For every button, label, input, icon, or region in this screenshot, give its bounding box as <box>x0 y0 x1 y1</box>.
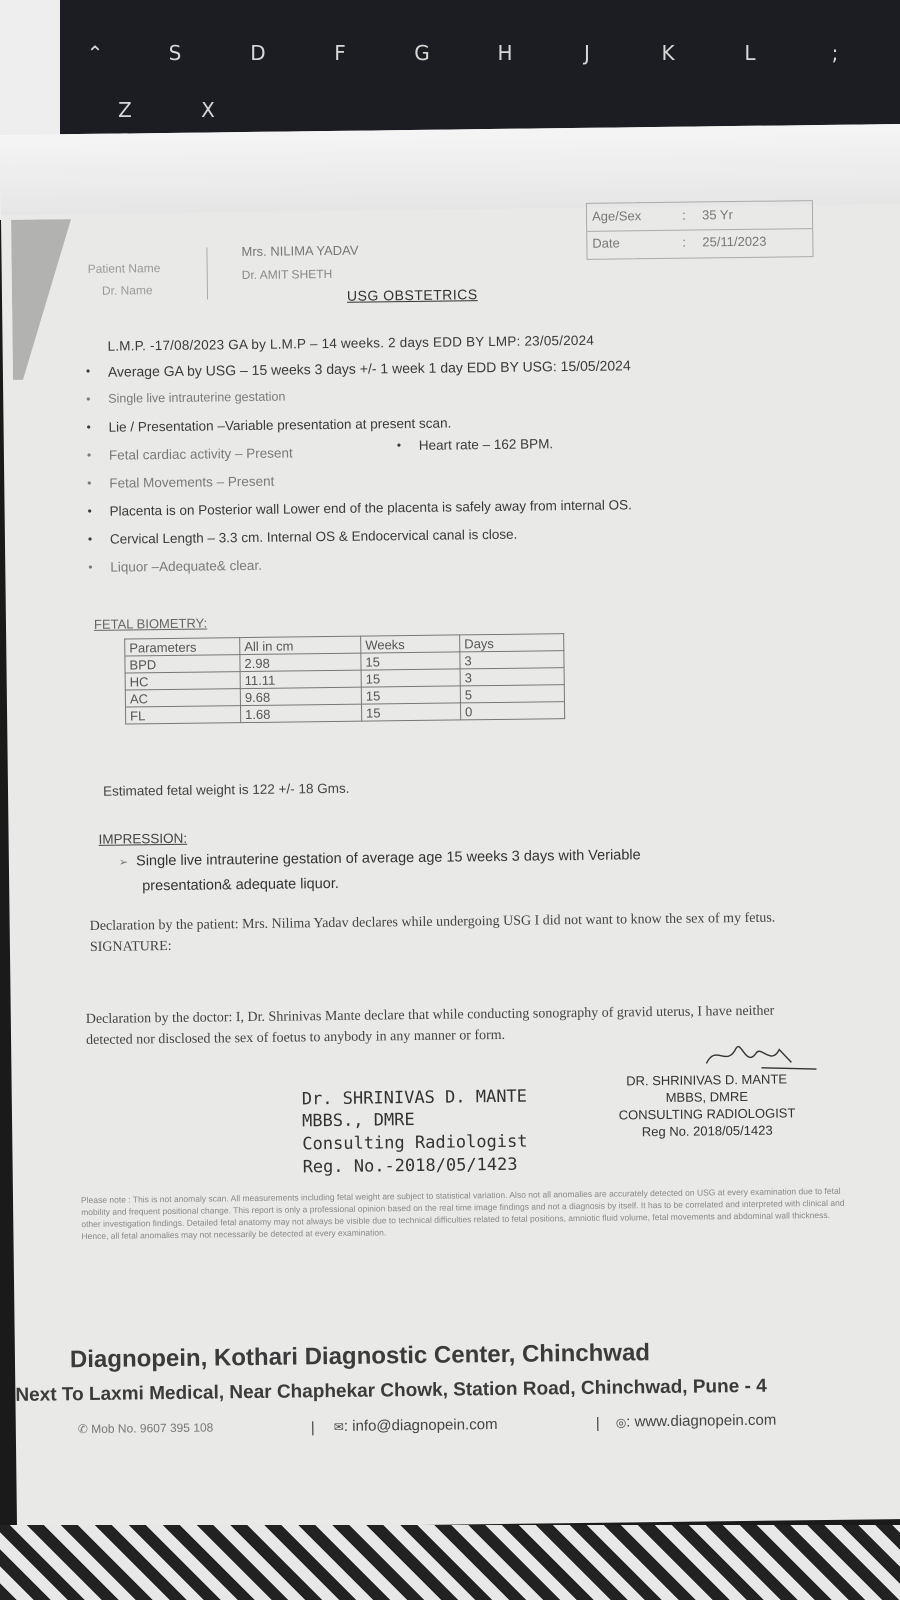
patient-declaration: Declaration by the patient: Mrs. Nilima Yadav declares while undergoing USG I did not want to know the sex of my fetus. SIGNATURE: <box>89 910 776 955</box>
doctor-stamp <box>592 1070 823 1141</box>
table-cell: 2.98 <box>240 653 361 671</box>
phone-text: Mob No. 9607 395 108 <box>91 1420 214 1436</box>
background-fabric <box>0 1525 900 1600</box>
doctor-declaration: Declaration by the doctor: I, Dr. Shrinivas Mante declare that while conducting sonography of gravid uterus, I have neither detected nor disclosed the sex of foetus to anybody in any manner or form. <box>85 1003 775 1049</box>
column-header: Weeks <box>361 635 460 653</box>
keyboard-key: J <box>584 41 590 65</box>
impression-line-1 <box>119 847 641 869</box>
disclaimer-note: Please note : This is not anomaly scan. All measurements including fetal weight are subject to statistical variation. Also not all anomalies are accurately detected on USG at every examination due to fetal mobility and frequent positional change. This report is only a professional opinion based on the real time image findings and not a diagnosis by itself. It has to be correlated and interpreted with clinical and other investigation findings. Detailed fetal anatomy may not always be visible due to technical difficulties related to fetal positions, amniotic fluid volume, fetal movements and abdominal wall thickness. Hence, all fetal anomalies may not necessarily be detected at every examination. <box>80 1185 845 1242</box>
phone-icon: ✆ <box>77 1421 92 1437</box>
report-title: USG OBSTETRICS <box>346 286 478 304</box>
patient-name-label: Patient Name <box>87 261 161 276</box>
finding-liquor: • Liquor –Adequate& clear. <box>110 558 262 575</box>
keyboard-key: F <box>334 41 346 65</box>
patient-name: Mrs. NILIMA YADAV <box>241 242 359 260</box>
column-header: Days <box>460 634 564 652</box>
signature-name: Dr. SHRINIVAS D. MANTE <box>301 1086 528 1110</box>
table-cell: AC <box>125 689 240 707</box>
keyboard-key: L <box>744 41 756 65</box>
table-cell: 3 <box>460 651 564 669</box>
phone-number <box>78 1420 214 1436</box>
stamp-reg: Reg No. 2018/05/1423 <box>641 1122 773 1140</box>
keyboard-key-a: ⌃ <box>86 41 104 65</box>
table-cell: 15 <box>361 652 460 670</box>
colon: : <box>682 234 687 250</box>
table-cell: BPD <box>125 655 240 673</box>
keyboard-key: H <box>497 41 513 65</box>
letterhead-graphic <box>11 219 83 390</box>
keyboard-key: K <box>661 41 675 65</box>
arrow-icon: ➢ <box>118 856 129 869</box>
colon: : <box>681 207 686 223</box>
table-cell: 0 <box>460 702 564 720</box>
finding-cardiac: • Fetal cardiac activity – Present <box>109 445 293 462</box>
table-cell: 15 <box>361 703 460 721</box>
finding-ga-usg: • Average GA by USG – 15 weeks 3 days +/- 1 week 1 day EDD BY USG: 15/05/2024 <box>108 357 631 379</box>
table-cell: 15 <box>361 669 460 687</box>
email-icon: ✉ <box>333 1419 344 1435</box>
biometry-table <box>124 633 565 724</box>
biometry-title: FETAL BIOMETRY: <box>93 615 208 632</box>
table-cell: 9.68 <box>240 687 361 705</box>
center-address: Next To Laxmi Medical, Near Chaphekar Chowk, Station Road, Chinchwad, Pune - 4 <box>15 1375 767 1406</box>
signature-role: Consulting Radiologist <box>302 1131 528 1155</box>
header-divider <box>206 247 208 299</box>
finding-placenta: • Placenta is on Posterior wall Lower end of the placenta is safely away from internal OS. <box>110 497 632 518</box>
referring-doctor: Dr. AMIT SHETH <box>241 266 333 283</box>
finding-gestation: • Single live intrauterine gestation <box>108 390 285 406</box>
table-cell: FL <box>125 706 240 724</box>
lmp-line: L.M.P. -17/08/2023 GA by L.M.P – 14 weeks. 2 days EDD BY LMP: 23/05/2024 <box>107 332 595 354</box>
separator: | <box>595 1414 600 1432</box>
estimated-weight: Estimated fetal weight is 122 +/- 18 Gms. <box>102 780 350 799</box>
patient-info-box <box>586 200 814 260</box>
age-sex-row <box>587 201 812 232</box>
table-cell: HC <box>125 672 240 690</box>
finding-presentation: • Lie / Presentation –Variable presentation at present scan. <box>108 416 451 435</box>
website <box>616 1412 777 1431</box>
keyboard-key: G <box>414 41 430 65</box>
table-cell: 15 <box>361 686 460 704</box>
heart-rate: • Heart rate – 162 BPM. <box>419 436 554 453</box>
age-sex-value: 35 Yr <box>701 207 733 223</box>
date-value: 25/11/2023 <box>702 233 767 250</box>
center-name: Diagnopein, Kothari Diagnostic Center, Chinchwad <box>69 1339 651 1374</box>
web-icon: ◎ <box>615 1415 627 1430</box>
report-paper <box>0 124 900 1530</box>
keyboard-key: ; <box>831 41 839 65</box>
keyboard-key: X <box>201 98 215 122</box>
table-cell: 11.11 <box>240 670 361 688</box>
table-cell: 3 <box>460 668 564 686</box>
table-cell: 1.68 <box>240 704 361 722</box>
signature-qualification: MBBS., DMRE <box>301 1110 415 1132</box>
date-label: Date <box>592 235 620 251</box>
keyboard-key: S <box>168 41 182 65</box>
keyboard-key: Z <box>118 98 132 122</box>
separator: | <box>310 1419 315 1437</box>
impression-label: IMPRESSION: <box>98 830 188 847</box>
column-header: All in cm <box>240 636 361 654</box>
email-text: : info@diagnopein.com <box>343 1416 498 1435</box>
doctor-name-label: Dr. Name <box>101 283 153 298</box>
signature-reg: Reg. No.-2018/05/1423 <box>302 1154 518 1178</box>
website-text: : www.diagnopein.com <box>626 1411 777 1431</box>
email <box>334 1416 498 1435</box>
finding-cervix: • Cervical Length – 3.3 cm. Internal OS & Endocervical canal is close. <box>110 527 518 547</box>
stamp-role: CONSULTING RADIOLOGIST <box>618 1105 796 1123</box>
age-sex-label: Age/Sex <box>591 208 642 224</box>
date-row <box>587 228 812 258</box>
keyboard-key: D <box>250 41 266 65</box>
stamp-qualification: MBBS, DMRE <box>665 1088 749 1105</box>
finding-movements: • Fetal Movements – Present <box>109 474 274 491</box>
column-header: Parameters <box>125 638 240 656</box>
stamp-name: DR. SHRINIVAS D. MANTE <box>626 1071 788 1089</box>
impression-text: Single live intrauterine gestation of average age 15 weeks 3 days with Veriable <box>136 847 641 870</box>
impression-line-2: presentation& adequate liquor. <box>142 875 339 895</box>
table-cell: 5 <box>460 685 564 703</box>
